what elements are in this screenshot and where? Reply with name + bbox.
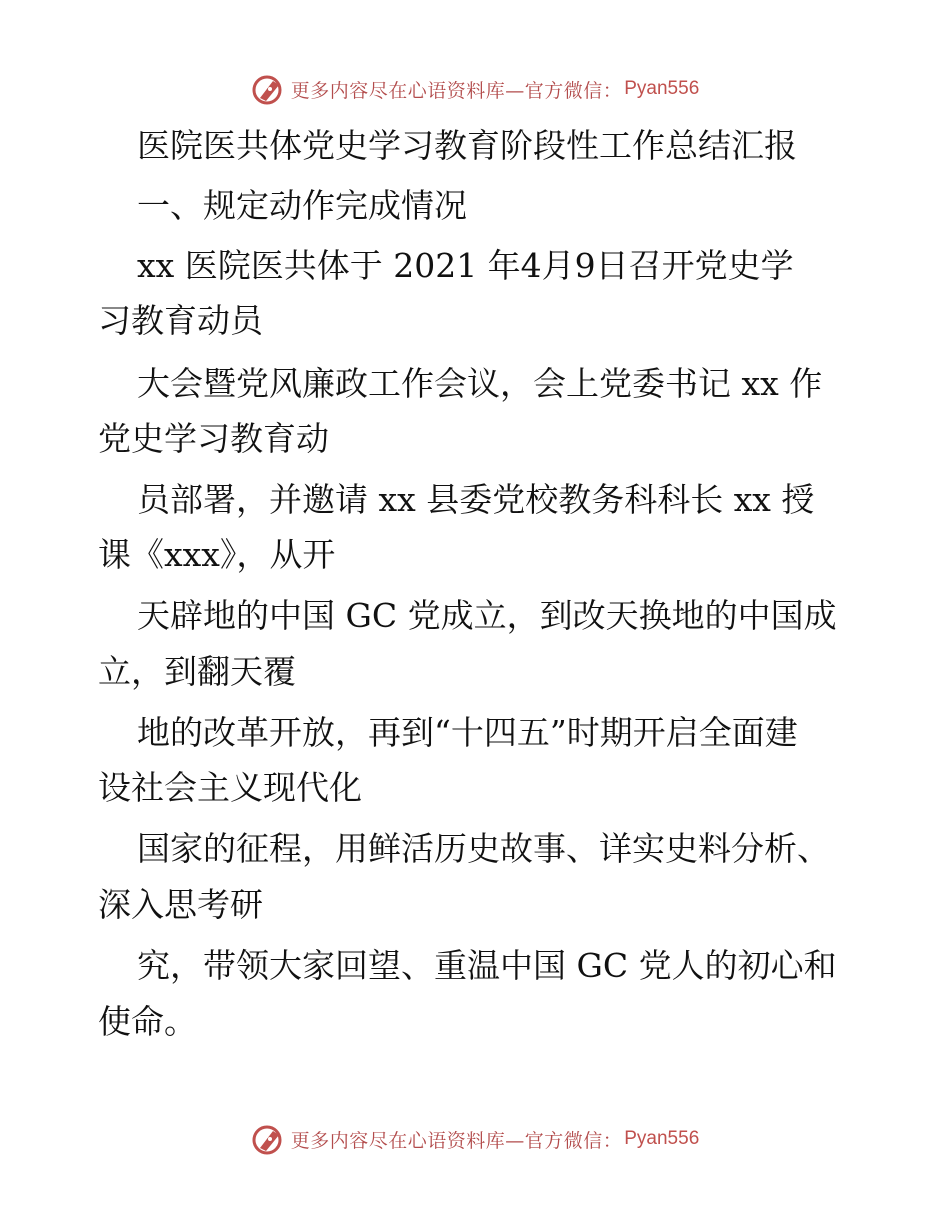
paragraph-line: 课《xxx》，从开 [98, 535, 336, 574]
watermark-text: 更多内容尽在心语资料库—官方微信： [290, 1129, 623, 1152]
paragraph-line: 国家的征程，用鲜活历史故事、详实史料分析、 [137, 829, 830, 868]
watermark-handle: Pyan556 [624, 1128, 700, 1149]
paragraph-line: xx 医院医共体于 2021 年4月9日召开党史学 [137, 246, 794, 285]
paragraph-line: 习教育动员 [98, 301, 263, 340]
paragraph-line: 大会暨党风廉政工作会议，会上党委书记 xx 作 [137, 364, 823, 403]
section-heading: 一、规定动作完成情况 [137, 186, 467, 225]
header-watermark [0, 72, 950, 106]
paragraph-line: 立，到翻天覆 [98, 652, 296, 691]
paragraph-line: 究，带领大家回望、重温中国 GC 党人的初心和 [137, 946, 837, 985]
pen-nib-circle-icon [251, 1122, 287, 1156]
paragraph-line: 设社会主义现代化 [98, 768, 362, 807]
footer-watermark [0, 1122, 950, 1156]
paragraph-line: 员部署，并邀请 xx 县委党校教务科科长 xx 授 [137, 480, 815, 519]
paragraph-line: 党史学习教育动 [98, 419, 329, 458]
paragraph-line: 深入思考研 [98, 885, 263, 924]
document-title: 医院医共体党史学习教育阶段性工作总结汇报 [137, 126, 797, 165]
pen-nib-circle-icon [251, 72, 287, 106]
paragraph-line: 天辟地的中国 GC 党成立，到改天换地的中国成 [137, 596, 837, 635]
paragraph-line: 地的改革开放，再到“十四五”时期开启全面建 [137, 713, 798, 752]
watermark-text: 更多内容尽在心语资料库—官方微信： [290, 79, 623, 102]
watermark-handle: Pyan556 [624, 78, 700, 99]
paragraph-line: 使命。 [98, 1002, 197, 1041]
